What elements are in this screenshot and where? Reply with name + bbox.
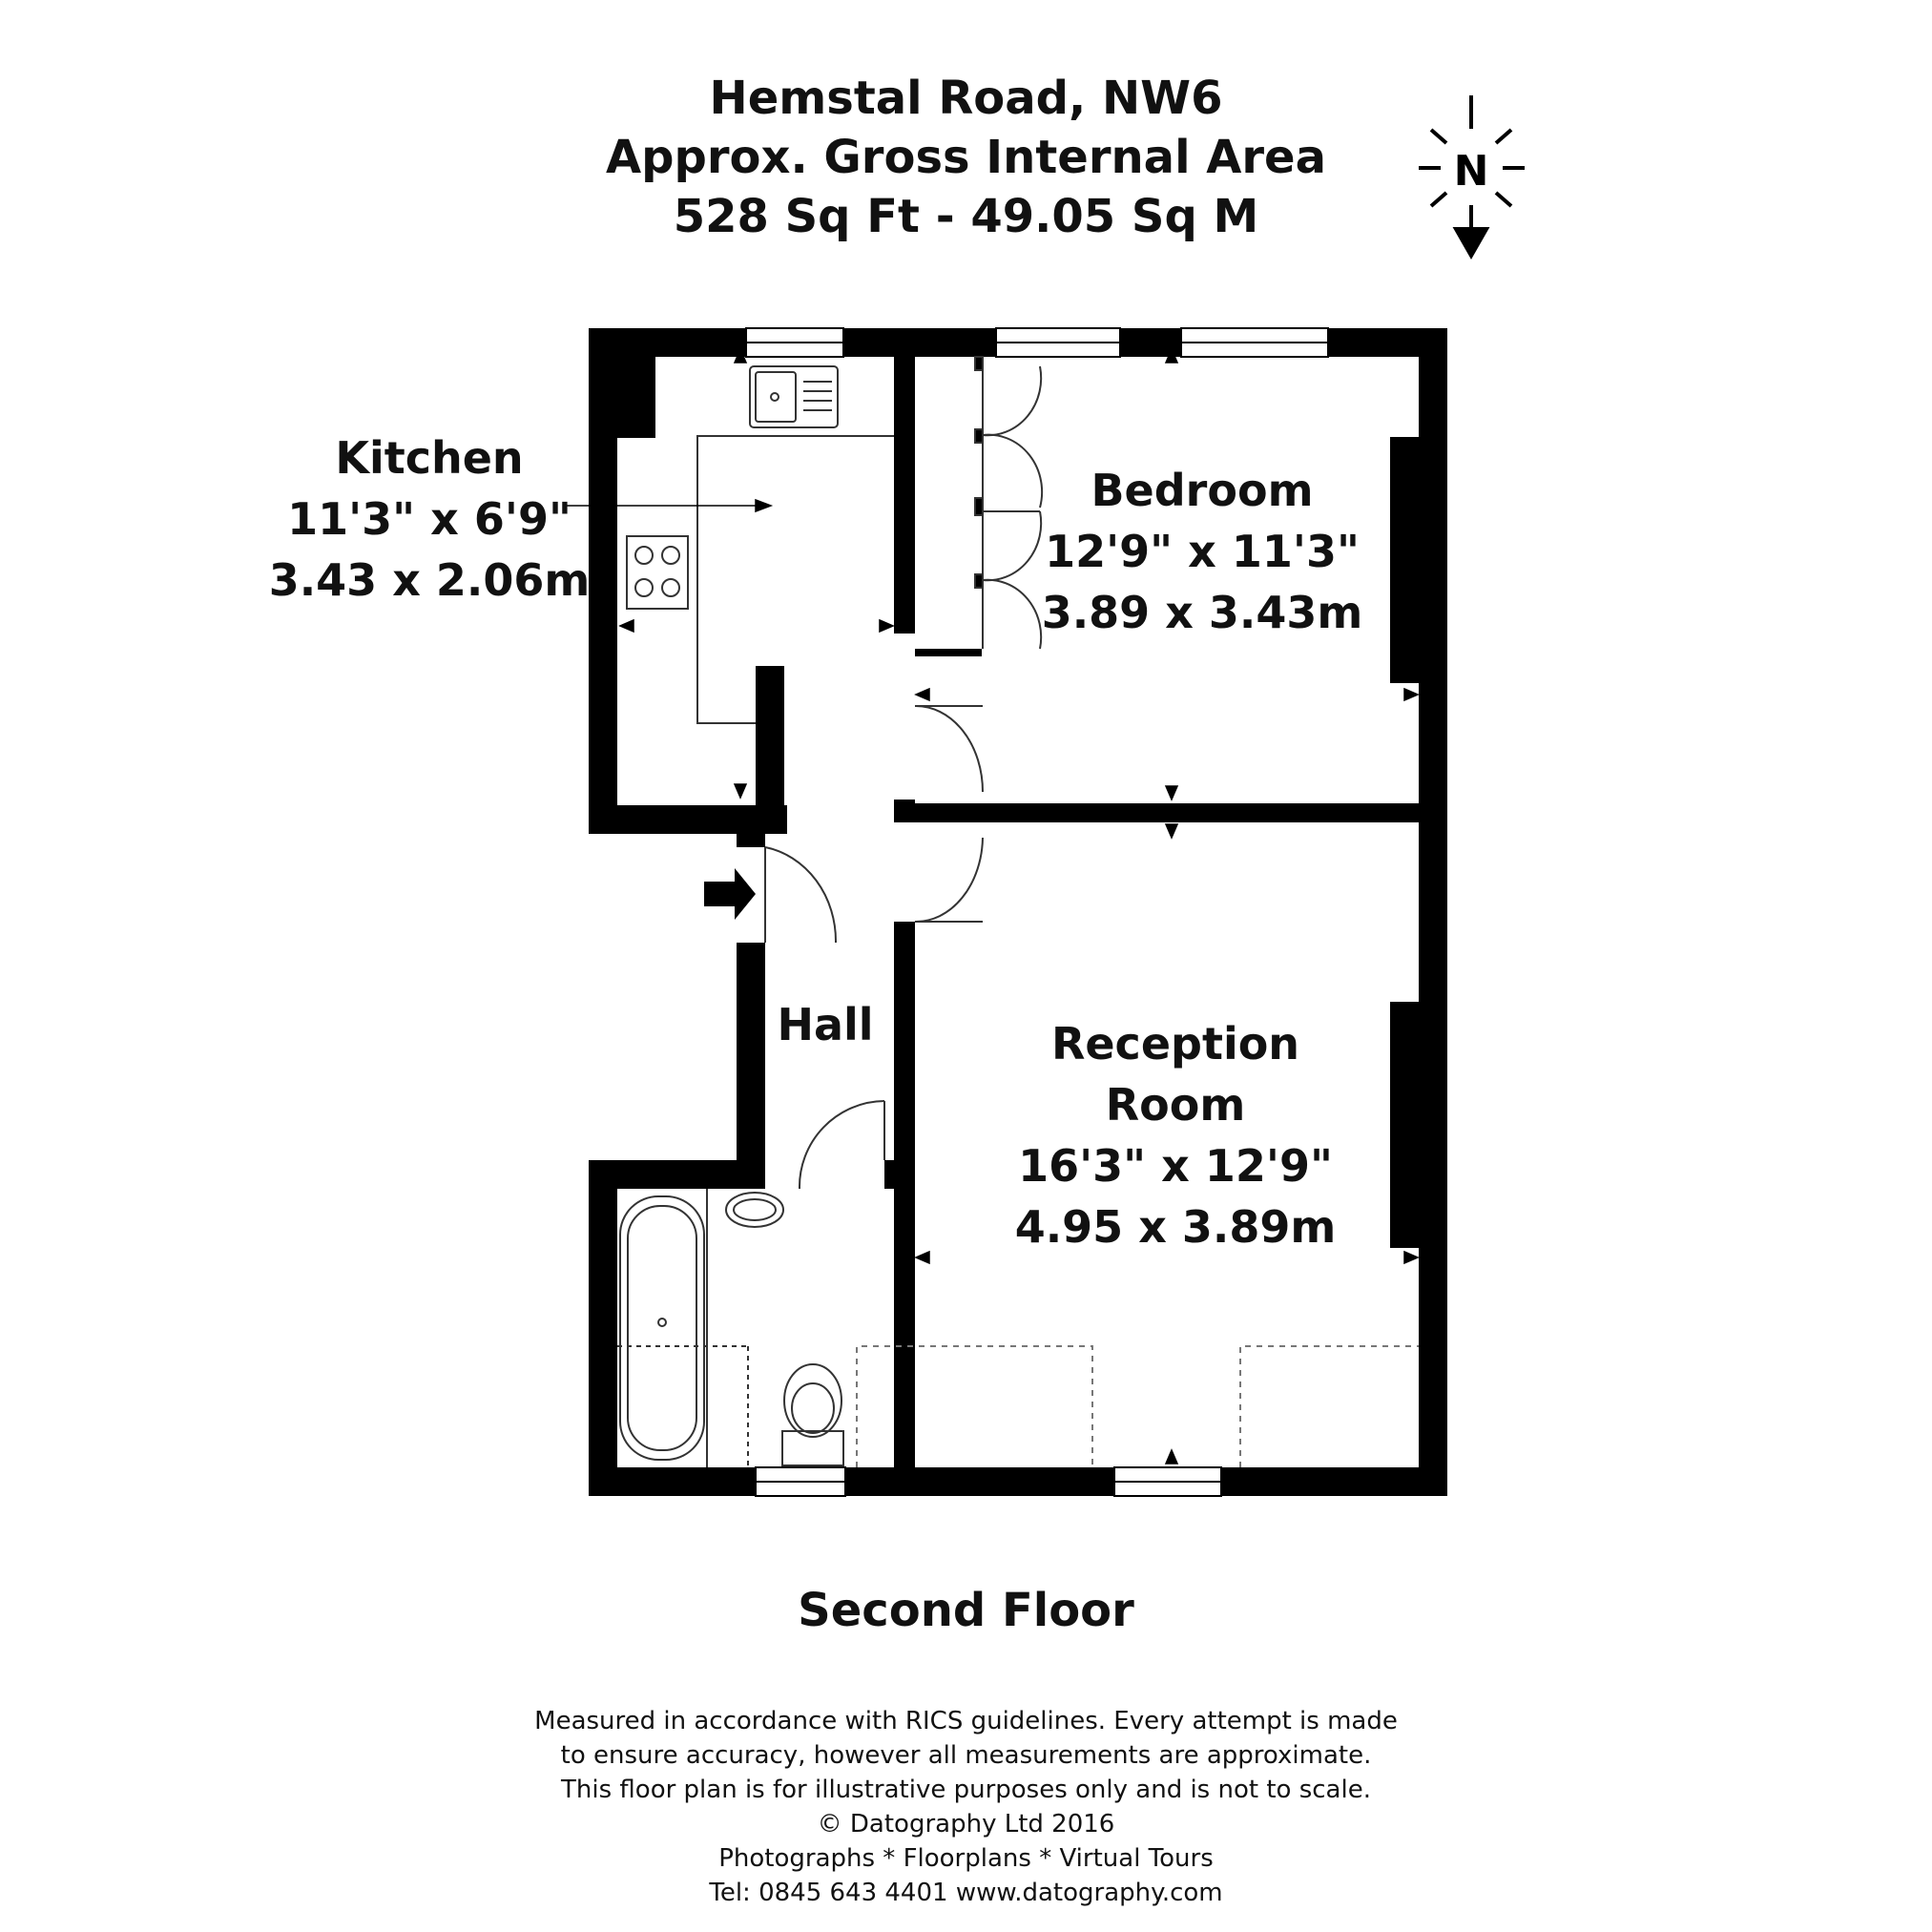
bathroom-fixtures [617, 1189, 843, 1467]
area-label: Approx. Gross Internal Area [605, 131, 1326, 184]
kitchen-name: Kitchen [335, 432, 524, 484]
bedroom-imperial: 12'9" x 11'3" [1045, 526, 1360, 577]
entrance-arrow-icon [704, 868, 756, 920]
footer-line1: Measured in accordance with RICS guidelines. Every attempt is made [534, 1707, 1398, 1735]
reception-label [975, 1013, 1376, 1257]
reception-window-seats [857, 1346, 1419, 1467]
reception-metric: 4.95 x 3.89m [1014, 1201, 1337, 1253]
bedroom-label [1011, 460, 1393, 643]
address-title: Hemstal Road, NW6 [709, 72, 1223, 125]
kitchen-imperial: 11'3" x 6'9" [287, 493, 571, 545]
reception-name-line2: Room [1105, 1079, 1246, 1131]
bedroom-name: Bedroom [1091, 465, 1314, 516]
doors [765, 706, 983, 1189]
compass-letter: N [1453, 147, 1489, 196]
footer-line3: This floor plan is for illustrative purposes only and is not to scale. [561, 1776, 1371, 1804]
bedroom-metric: 3.89 x 3.43m [1041, 587, 1363, 638]
area-value: 528 Sq Ft - 49.05 Sq M [673, 190, 1259, 243]
hall-label: Hall [777, 999, 874, 1050]
footer-disclaimer [0, 1704, 1932, 1910]
reception-name-line1: Reception [1050, 1018, 1300, 1070]
footer-services: Photographs * Floorplans * Virtual Tours [718, 1844, 1214, 1873]
footer-contact: Tel: 0845 643 4401 www.datography.com [709, 1879, 1223, 1907]
kitchen-label [239, 427, 620, 611]
floor-label: Second Floor [798, 1584, 1134, 1637]
kitchen-metric: 3.43 x 2.06m [268, 554, 591, 606]
reception-imperial: 16'3" x 12'9" [1018, 1140, 1333, 1192]
footer-line2: to ensure accuracy, however all measurements are approximate. [560, 1741, 1372, 1770]
footer-copyright: © Datography Ltd 2016 [817, 1810, 1115, 1839]
